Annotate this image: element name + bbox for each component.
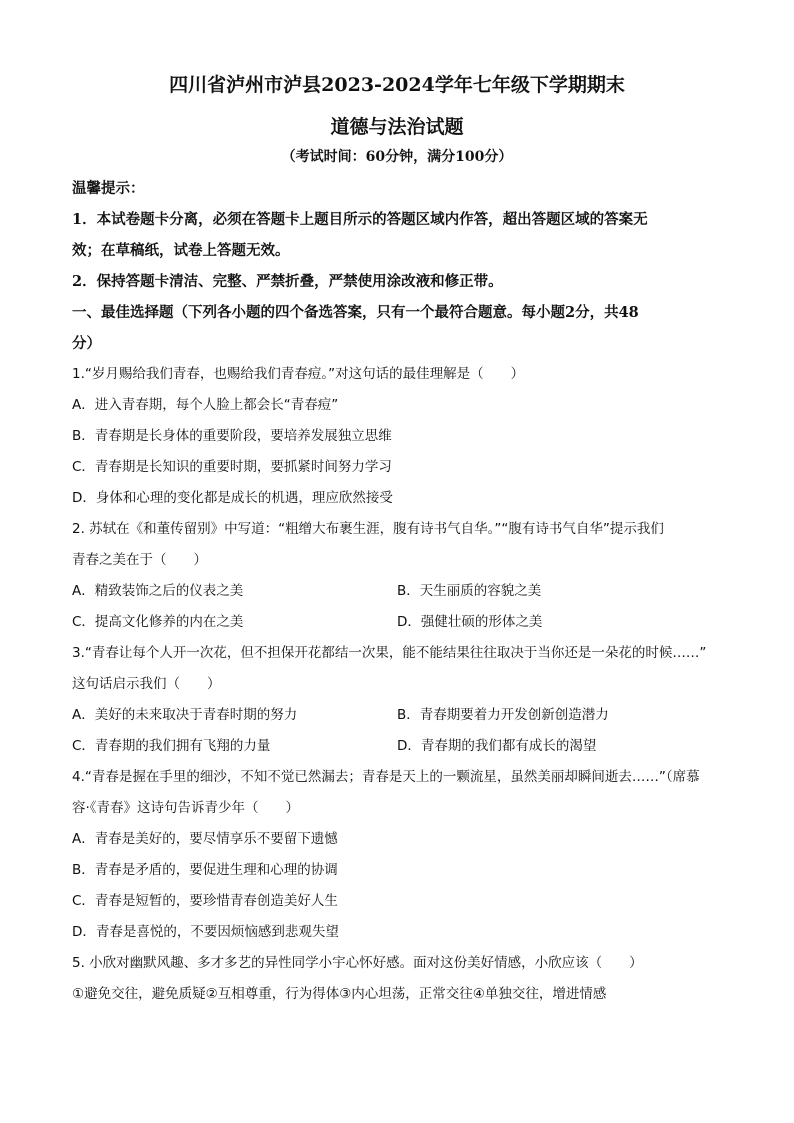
exam-info: （考试时间：60分钟，满分100分） <box>281 149 513 165</box>
note-item-1-line1: 1．本试卷题卡分离，必须在答题卡上题目所示的答题区域内作答，超出答题区域的答案无 <box>72 211 648 228</box>
question-2-option-a: A．精致装饰之后的仪表之美 <box>72 583 244 599</box>
question-5-options: ①避免交往，避免质疑②互相尊重，行为得体③内心坦荡，正常交往④单独交往，增进情感 <box>72 986 607 1002</box>
question-3-option-d: D．青春期的我们都有成长的渴望 <box>397 738 597 754</box>
question-4-stem-line1: 4.“青春是握在手里的细沙，不知不觉已然漏去；青春是天上的一颗流星，虽然美丽却瞬间逝去……”（席慕 <box>72 769 700 785</box>
question-1-option-a: A．进入青春期，每个人脸上都会长“青春痘” <box>72 397 339 413</box>
question-2-options-row1 <box>72 576 722 607</box>
exam-page <box>72 70 722 1010</box>
question-4-option-a: A．青春是美好的，要尽情享乐不要留下遗憾 <box>72 831 338 847</box>
question-3-options-row2 <box>72 731 722 762</box>
question-1-option-d: D．身体和心理的变化都是成长的机遇，理应欣然接受 <box>72 490 393 506</box>
question-4-stem-line2: 容·《青春》这诗句告诉青少年（ ） <box>72 800 300 816</box>
section-heading-line2: 分） <box>72 335 101 352</box>
question-4-option-b: B．青春是矛盾的，要促进生理和心理的协调 <box>72 862 338 878</box>
question-2-option-d: D．强健壮硕的形体之美 <box>397 614 543 630</box>
section-heading-line1: 一、最佳选择题（下列各小题的四个备选答案，只有一个最符合题意。每小题2分，共48 <box>72 304 639 321</box>
question-3-options-row1 <box>72 700 722 731</box>
question-1-stem: 1.“岁月赐给我们青春，也赐给我们青春痘。”对这句话的最佳理解是（ ） <box>72 366 525 382</box>
question-2-option-c: C．提高文化修养的内在之美 <box>72 614 244 630</box>
question-3-option-b: B．青春期要着力开发创新创造潜力 <box>397 707 609 723</box>
question-4-option-c: C．青春是短暂的，要珍惜青春创造美好人生 <box>72 893 338 909</box>
exam-subject: 道德与法治试题 <box>330 116 464 138</box>
note-item-2: 2．保持答题卡清洁、完整、严禁折叠，严禁使用涂改液和修正带。 <box>72 273 503 290</box>
question-3-option-a: A．美好的未来取决于青春时期的努力 <box>72 707 298 723</box>
question-2-stem-line1: 2. 苏轼在《和董传留别》中写道：“粗缯大布裹生涯，腹有诗书气自华。”“腹有诗书气自华”提示我们 <box>72 521 664 537</box>
question-2-stem-line2: 青春之美在于（ ） <box>72 552 207 568</box>
exam-title: 四川省泸州市泸县2023-2024学年七年级下学期期末 <box>169 74 625 96</box>
question-1-option-b: B．青春期是长身体的重要阶段，要培养发展独立思维 <box>72 428 392 444</box>
question-3-option-c: C．青春期的我们拥有飞翔的力量 <box>72 738 271 754</box>
question-3-stem-line1: 3.“青春让每个人开一次花，但不担保开花都结一次果，能不能结果往往取决于当你还是一朵花的时候……” <box>72 645 707 661</box>
question-3-stem-line2: 这句话启示我们（ ） <box>72 676 221 692</box>
question-2-options-row2 <box>72 607 722 638</box>
question-1-option-c: C．青春期是长知识的重要时期，要抓紧时间努力学习 <box>72 459 392 475</box>
note-item-1-line2: 效；在草稿纸，试卷上答题无效。 <box>72 242 290 259</box>
question-4-option-d: D．青春是喜悦的，不要因烦恼感到悲观失望 <box>72 924 339 940</box>
question-2-option-b: B．天生丽质的容貌之美 <box>397 583 542 599</box>
notes-heading: 温馨提示： <box>72 180 145 197</box>
question-5-stem: 5. 小欣对幽默风趣、多才多艺的异性同学小宇心怀好感。面对这份美好情感，小欣应该（ ） <box>72 955 643 971</box>
